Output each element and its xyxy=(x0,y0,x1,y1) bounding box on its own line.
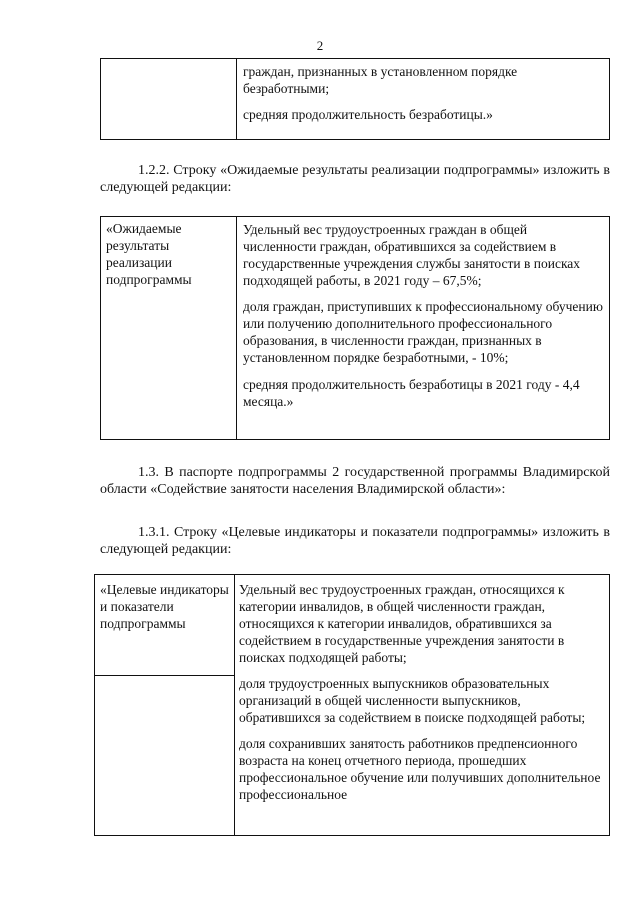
table-left-cell xyxy=(95,575,235,835)
cell-label: «Целевые индикаторы и показатели подпрограммы xyxy=(100,582,229,631)
table-left-cell-empty xyxy=(101,59,237,139)
cell-paragraph: граждан, признанных в установленном порядке безработными; xyxy=(243,64,518,96)
cell-paragraph: средняя продолжительность безработицы в 2021 году - 4,4 месяца.» xyxy=(243,377,580,409)
table-target-indicators xyxy=(94,574,610,836)
paragraph-1-2-2: 1.2.2. Строку «Ожидаемые результаты реализации подпрограммы» изложить в следующей редакции: xyxy=(100,163,610,195)
table-right-cell xyxy=(233,575,609,835)
paragraph-1-3-1: 1.3.1. Строку «Целевые индикаторы и показатели подпрограммы» изложить в следующей редакции: xyxy=(100,525,610,557)
cell-paragraph: доля граждан, приступивших к профессиональному обучению или получению дополнительного профессионального образования, в численности граждан, признанных в установленном порядке безработными, - 10%; xyxy=(243,299,603,365)
left-cell-divider xyxy=(95,675,234,676)
cell-label: «Ожидаемые результаты реализации подпрограммы xyxy=(106,221,192,287)
table-left-cell xyxy=(101,217,237,439)
table-right-cell xyxy=(237,59,609,139)
cell-paragraph: доля сохранивших занятость работников предпенсионного возраста на конец отчетного периода, прошедших профессиональное обучение или получивших дополнительное профессиональное xyxy=(239,736,601,802)
cell-paragraph: Удельный вес трудоустроенных граждан, относящихся к категории инвалидов, в общей численности граждан, относящихся к категории инвалидов, обратившихся за содействием в государственные учреждения занятости в поисках подходящей работы; xyxy=(239,582,565,665)
page-number: 2 xyxy=(316,38,324,53)
cell-paragraph: средняя продолжительность безработицы.» xyxy=(243,107,493,122)
cell-paragraph: Удельный вес трудоустроенных граждан в общей численности граждан, обратившихся за содействием в государственные учреждения службы занятости в поисках подходящей работы, в 2021 году – 67,5%; xyxy=(243,222,581,288)
table-right-cell xyxy=(237,217,609,439)
table-continuation xyxy=(100,58,610,140)
cell-paragraph: доля трудоустроенных выпускников образовательных организаций в общей численности выпускников, обратившихся за содействием в поиске подходящей работы; xyxy=(239,676,586,725)
paragraph-1-3: 1.3. В паспорте подпрограммы 2 государственной программы Владимирской области «Содействие занятости населения Владимирской области»: xyxy=(100,465,610,497)
table-expected-results xyxy=(100,216,610,440)
